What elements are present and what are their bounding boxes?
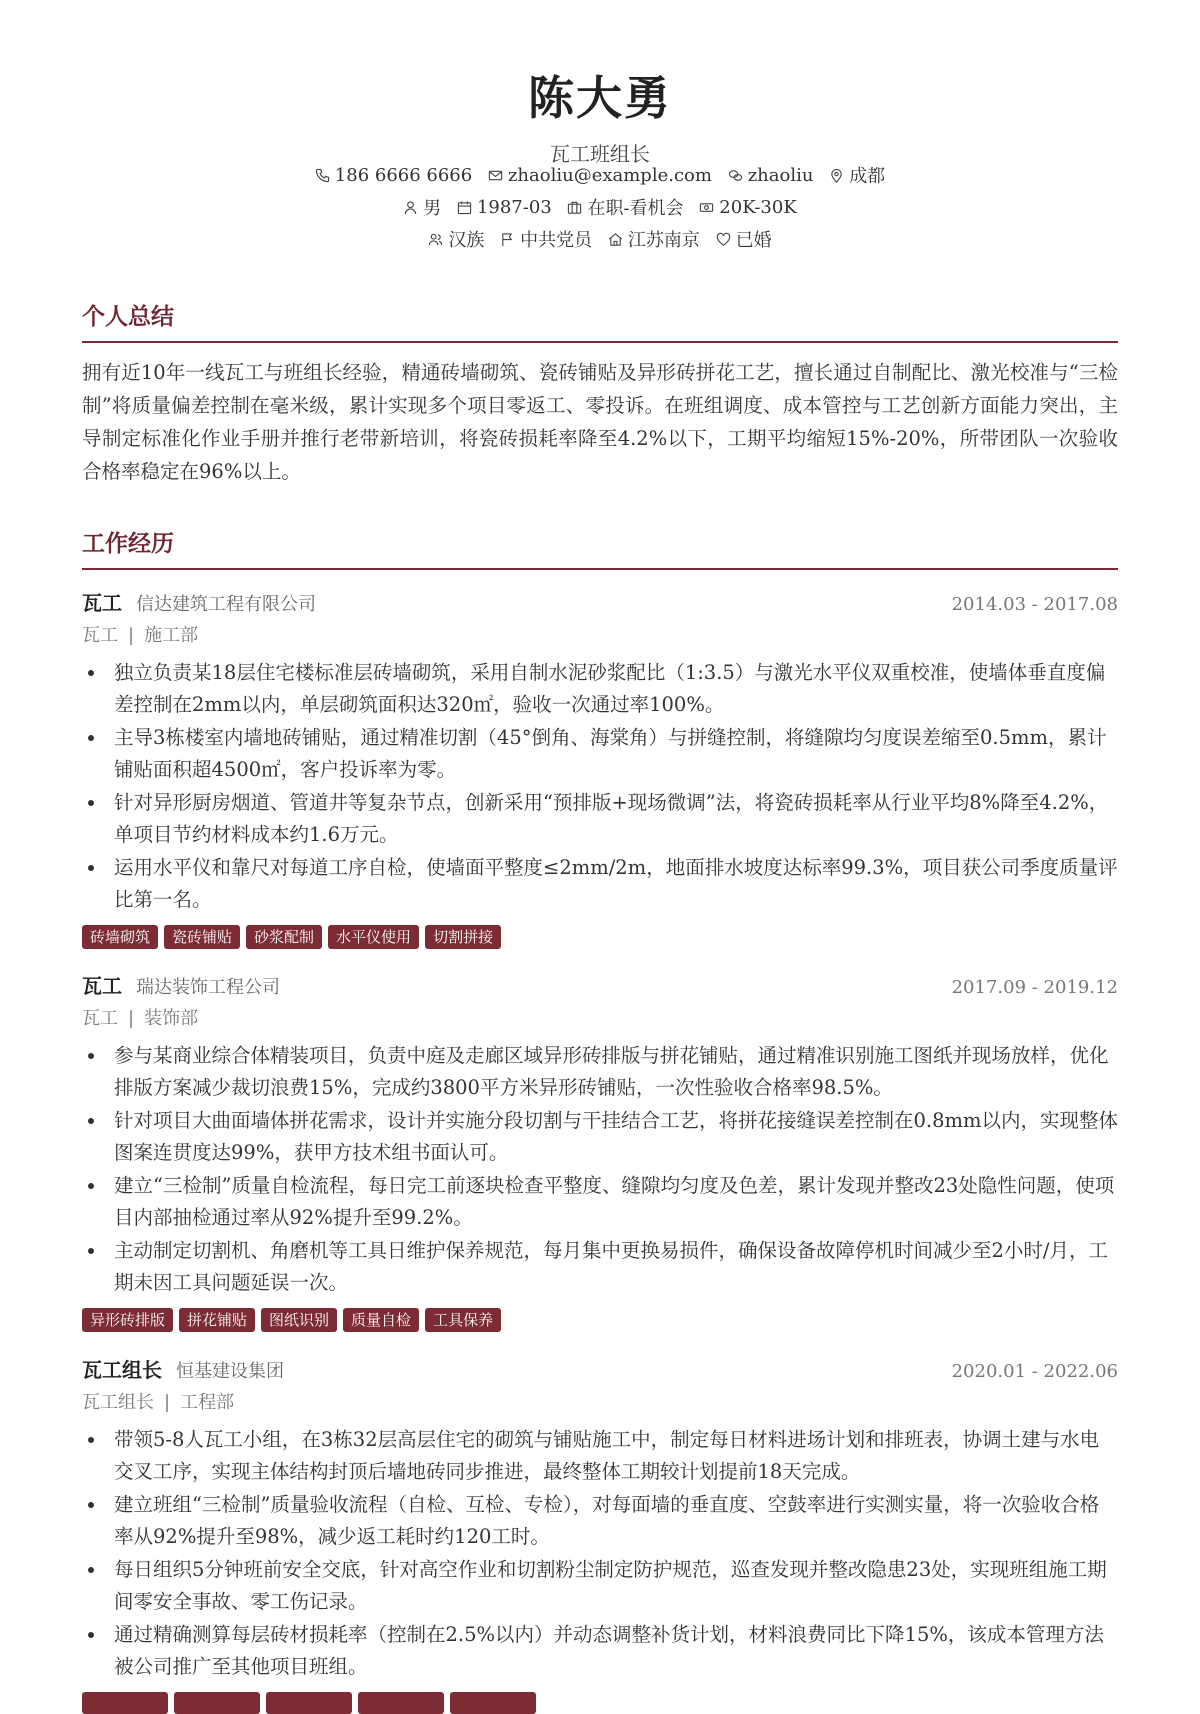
- job-target: 瓦工班组长: [550, 142, 650, 166]
- skill-tag: [82, 1692, 168, 1714]
- skill-tag: 拼花铺贴: [179, 1308, 255, 1332]
- job-bullets: [82, 657, 1118, 916]
- bullet-item: 建立班组“三检制”质量验收流程（自检、互检、专检），对每面墙的垂直度、空鼓率进行实测实量，将一次验收合格率从92%提升至98%，减少返工耗时约120工时。: [82, 1489, 1118, 1553]
- bullet-item: 参与某商业综合体精装项目，负责中庭及走廊区域异形砖排版与拼花铺贴，通过精准识别施工图纸并现场放样，优化排版方案减少裁切浪费15%，完成约3800平方米异形砖铺贴，一次性验收合格率98.5%。: [82, 1040, 1118, 1104]
- politics-item: [500, 226, 592, 252]
- personal-text: 20K-30K: [719, 196, 797, 218]
- flag-icon: [500, 232, 515, 247]
- bullet-item: 带领5-8人瓦工小组，在3栋32层高层住宅的砌筑与铺贴施工中，制定每日材料进场计划和排班表，协调土建与水电交叉工序，实现主体结构封顶后墙地砖同步推进，最终整体工期较计划提前18天完成。: [82, 1424, 1118, 1488]
- skill-tag: 质量自检: [343, 1308, 419, 1332]
- section-title: 个人总结: [82, 303, 174, 330]
- contact-location: [829, 162, 885, 188]
- section-title: 工作经历: [82, 530, 174, 557]
- people-icon: [428, 232, 443, 247]
- summary-text: 拥有近10年一线瓦工与班组长经验，精通砖墙砌筑、瓷砖铺贴及异形砖拼花工艺，擅长通过自制配比、激光校准与“三检制”将质量偏差控制在毫米级，累计实现多个项目零返工、零投诉。在班组调度、成本管控与工艺创新方面能力突出，主导制定标准化作业手册并推行老带新培训，将瓷砖损耗率降至4.2%以下，工期平均缩短15%-20%，所带团队一次验收合格率稳定在96%以上。: [82, 361, 1118, 483]
- skill-tag: 水平仪使用: [328, 925, 419, 949]
- mail-icon: [488, 168, 503, 183]
- job-company: 瑞达装饰工程公司: [136, 977, 280, 998]
- contact-text: 186 6666 6666: [334, 164, 473, 186]
- job-role: 瓦工: [82, 625, 118, 646]
- briefcase-icon: [567, 200, 582, 215]
- hometown-item: [608, 226, 700, 252]
- job-company: 信达建筑工程有限公司: [136, 594, 316, 615]
- skill-tag: 切割拼接: [425, 925, 501, 949]
- extra-text: 汉族: [448, 230, 485, 251]
- skill-tag: 图纸识别: [261, 1308, 337, 1332]
- job-dept: 施工部: [144, 625, 199, 646]
- skill-tag: 异形砖排版: [82, 1308, 173, 1332]
- skill-tag: 瓷砖铺贴: [164, 925, 240, 949]
- job-role: 瓦工: [82, 1008, 118, 1029]
- skill-tags: [82, 925, 1118, 949]
- bullet-item: 通过精确测算每层砖材损耗率（控制在2.5%以内）并动态调整补货计划，材料浪费同比下降15%，该成本管理方法被公司推广至其他项目班组。: [82, 1619, 1118, 1683]
- job-title: 瓦工: [82, 974, 122, 998]
- experience-section-header: [82, 525, 1118, 570]
- birth-item: [457, 197, 552, 218]
- extra-row: [82, 226, 1118, 252]
- job-dept: 装饰部: [144, 1008, 199, 1029]
- job-role-line: [82, 621, 1118, 649]
- user-icon: [403, 200, 418, 215]
- separator: |: [164, 1392, 171, 1413]
- contact-text: 成都: [849, 166, 886, 187]
- contact-email[interactable]: [488, 165, 712, 186]
- salary-item: [699, 197, 796, 218]
- personal-text: 男: [423, 198, 442, 219]
- heart-icon: [716, 232, 731, 247]
- phone-icon: [315, 168, 330, 183]
- bullet-item: 针对异形厨房烟道、管道井等复杂节点，创新采用“预排版+现场微调”法，将瓷砖损耗率从行业平均8%降至4.2%，单项目节约材料成本约1.6万元。: [82, 787, 1118, 851]
- status-item: [567, 194, 683, 220]
- contact-row: [82, 162, 1118, 188]
- extra-text: 江苏南京: [627, 230, 700, 251]
- skill-tags: [82, 1308, 1118, 1332]
- contact-wechat[interactable]: [728, 165, 814, 186]
- job-bullets: [82, 1040, 1118, 1299]
- location-icon: [829, 168, 844, 183]
- job-title: 瓦工组长: [82, 1358, 162, 1382]
- home-icon: [608, 232, 623, 247]
- bullet-item: 主导3栋楼室内墙地砖铺贴，通过精准切割（45°倒角、海棠角）与拼缝控制，将缝隙均匀度误差缩至0.5mm，累计铺贴面积超4500㎡，客户投诉率为零。: [82, 722, 1118, 786]
- job-date: 2017.09 - 2019.12: [951, 977, 1118, 998]
- job-header: [82, 970, 1118, 1000]
- skill-tag: 工具保养: [425, 1308, 501, 1332]
- job-date: 2020.01 - 2022.06: [951, 1361, 1118, 1382]
- separator: |: [128, 1008, 135, 1029]
- summary-section-header: [82, 298, 1118, 343]
- skill-tag: 砂浆配制: [246, 925, 322, 949]
- skill-tag: [174, 1692, 260, 1714]
- bullet-item: 针对项目大曲面墙体拼花需求，设计并实施分段切割与干挂结合工艺，将拼花接缝误差控制在0.8mm以内，实现整体图案连贯度达99%，获甲方技术组书面认可。: [82, 1105, 1118, 1169]
- job-company: 恒基建设集团: [176, 1361, 284, 1382]
- bullet-item: 运用水平仪和靠尺对每道工序自检，使墙面平整度≤2mm/2m，地面排水坡度达标率99.3%，项目获公司季度质量评比第一名。: [82, 852, 1118, 916]
- job-role-line: [82, 1004, 1118, 1032]
- section-divider: [82, 341, 1118, 343]
- personal-row: [82, 194, 1118, 220]
- job-header: [82, 587, 1118, 617]
- wechat-icon: [728, 168, 743, 183]
- bullet-item: 主动制定切割机、角磨机等工具日维护保养规范，每月集中更换易损件，确保设备故障停机时间减少至2小时/月，工期未因工具问题延误一次。: [82, 1235, 1118, 1299]
- marital-item: [716, 226, 772, 252]
- job-bullets: [82, 1424, 1118, 1683]
- skill-tag: 砖墙砌筑: [82, 925, 158, 949]
- skill-tags: [82, 1692, 1118, 1714]
- personal-text: 在职-看机会: [587, 198, 684, 219]
- bullet-item: 建立“三检制”质量自检流程，每日完工前逐块检查平整度、缝隙均匀度及色差，累计发现并整改23处隐性问题，使项目内部抽检通过率从92%提升至99.2%。: [82, 1170, 1118, 1234]
- job-date: 2014.03 - 2017.08: [951, 594, 1118, 615]
- candidate-name: 陈大勇: [528, 71, 672, 125]
- contact-phone[interactable]: [315, 165, 472, 186]
- job-title: 瓦工: [82, 591, 122, 615]
- extra-text: 中共党员: [520, 230, 593, 251]
- money-icon: [699, 200, 714, 215]
- skill-tag: [358, 1692, 444, 1714]
- section-divider: [82, 568, 1118, 570]
- job-entry: [82, 587, 1118, 949]
- job-header: [82, 1354, 1118, 1384]
- bullet-item: 独立负责某18层住宅楼标准层砖墙砌筑，采用自制水泥砂浆配比（1:3.5）与激光水平仪双重校准，使墙体垂直度偏差控制在2mm以内，单层砌筑面积达320㎡，验收一次通过率100%。: [82, 657, 1118, 721]
- job-entry: [82, 970, 1118, 1332]
- personal-text: 1987-03: [476, 196, 552, 218]
- contact-text: zhaoliu: [747, 164, 814, 186]
- skill-tag: [266, 1692, 352, 1714]
- contact-text: zhaoliu@example.com: [507, 164, 712, 186]
- gender-item: [403, 194, 441, 220]
- calendar-icon: [457, 200, 472, 215]
- skill-tag: [450, 1692, 536, 1714]
- extra-text: 已婚: [735, 230, 772, 251]
- job-role-line: [82, 1388, 1118, 1416]
- job-role: 瓦工组长: [82, 1392, 154, 1413]
- bullet-item: 每日组织5分钟班前安全交底，针对高空作业和切割粉尘制定防护规范，巡查发现并整改隐患23处，实现班组施工期间零安全事故、零工伤记录。: [82, 1554, 1118, 1618]
- job-entry: [82, 1354, 1118, 1714]
- separator: |: [128, 625, 135, 646]
- ethnicity-item: [428, 226, 484, 252]
- job-dept: 工程部: [180, 1392, 235, 1413]
